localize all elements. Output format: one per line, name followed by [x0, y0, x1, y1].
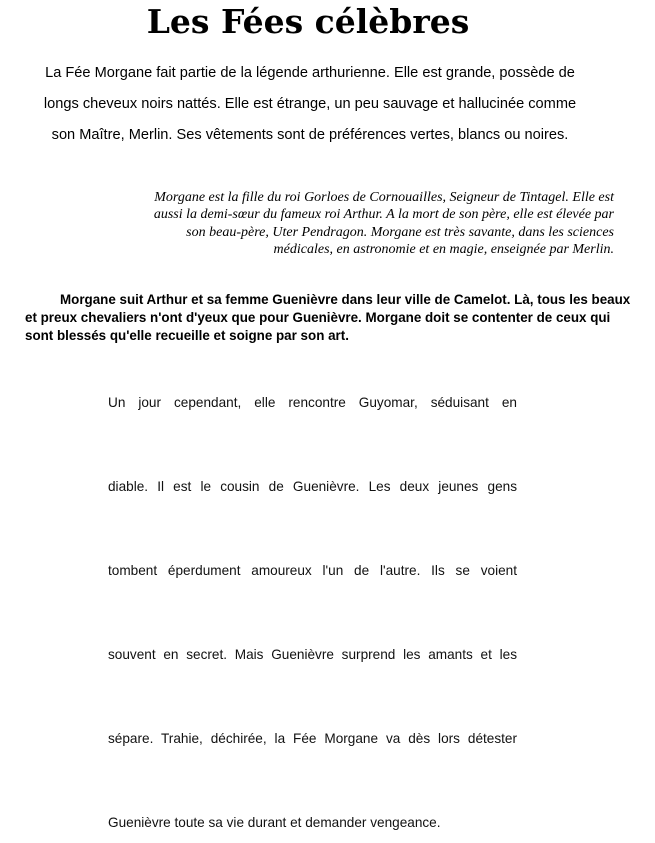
bold-paragraph: Morgane suit Arthur et sa femme Guenièvre dans leur ville de Camelot. Là, tous les beaux et preux chevaliers n'ont d'yeux que pour Guenièvre. Morgane doit se contenter de ceux qui sont blessés qu'elle recueille et soigne par son art. [25, 292, 631, 343]
story-line-3: tombent éperdument amoureux l'un de l'autre. Ils se voient [108, 563, 517, 578]
story-line-2: diable. Il est le cousin de Guenièvre. Les deux jeunes gens [108, 479, 517, 494]
story-line-5: sépare. Trahie, déchirée, la Fée Morgane va dès lors détester [108, 731, 517, 746]
story-line-4: souvent en secret. Mais Guenièvre surprend les amants et les [108, 647, 517, 662]
intro-paragraph: La Fée Morgane fait partie de la légende arthurienne. Elle est grande, possède de longs cheveux noirs nattés. Elle est étrange, un peu sauvage et hallucinée comme son Maître, Merlin. Ses vêtements sont de préférences vertes, blancs ou noires. [43, 65, 577, 143]
page-title: Les Fées célèbres [146, 2, 470, 41]
story-line-1: Un jour cependant, elle rencontre Guyomar, séduisant en [108, 395, 517, 410]
story-line-6: Guenièvre toute sa vie durant et demander vengeance. [108, 815, 441, 830]
italic-paragraph: Morgane est la fille du roi Gorloes de Cornouailles, Seigneur de Tintagel. Elle est aussi la demi-sœur du fameux roi Arthur. A la mort de son père, elle est élevée par son beau-père, Uter Pendragon. Morgane est très savante, dans les sciences médicales, en astronomie et en magie, enseignée par Merlin. [153, 190, 614, 257]
